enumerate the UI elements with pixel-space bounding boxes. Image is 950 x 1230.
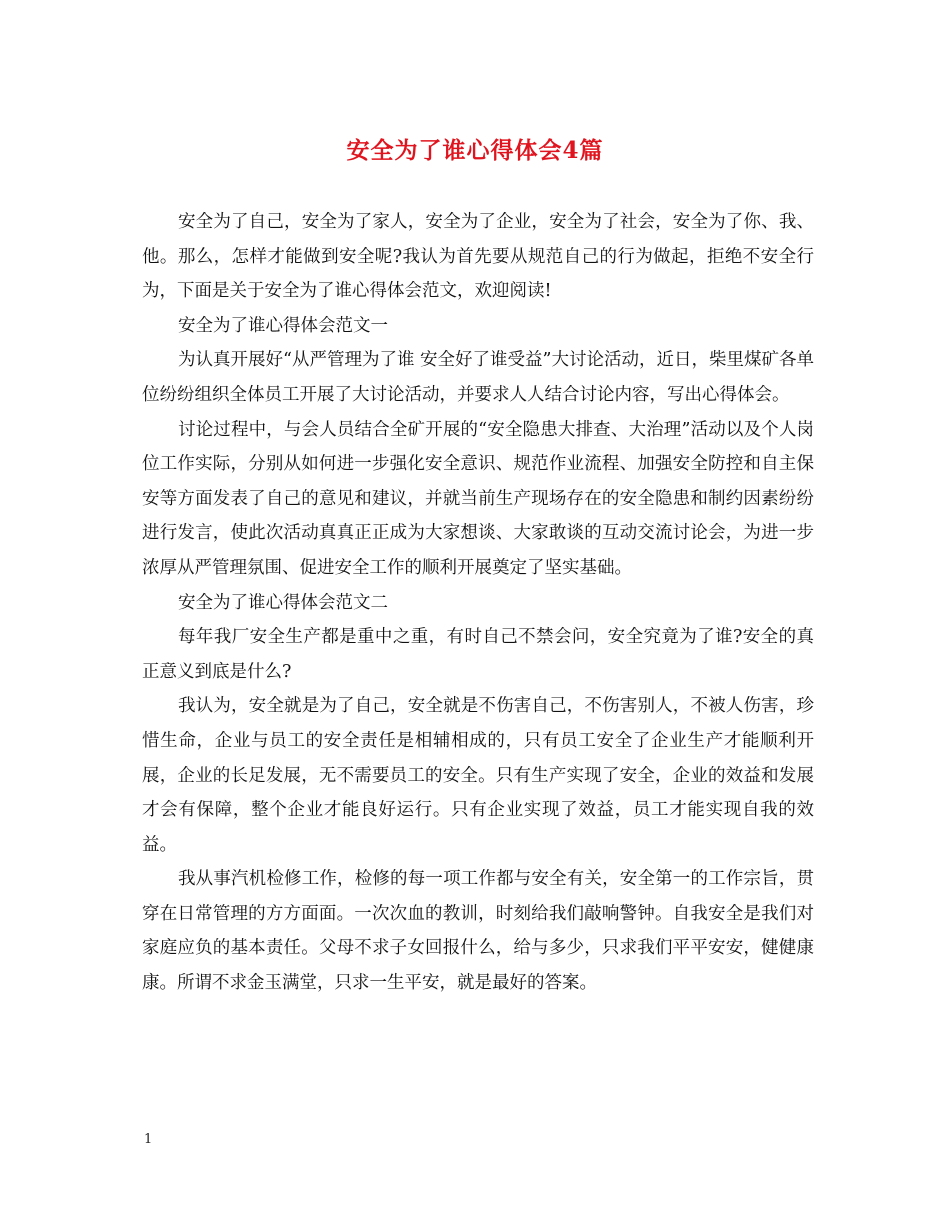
body-paragraph: 我认为，安全就是为了自己，安全就是不伤害自己，不伤害别人，不被人伤害，珍惜生命，企业与员工的安全责任是相辅相成的，只有员工安全了企业生产才能顺利开展，企业的长足发展，无不需要员工的安全。只有生产实现了安全，企业的效益和发展才会有保障，整个企业才能良好运行。只有企业实现了效益，员工才能实现自我的效益。 bbox=[142, 696, 814, 855]
body-paragraph: 讨论过程中，与会人员结合全矿开展的“安全隐患大排查、大治理”活动以及个人岗位工作实际，分别从如何进一步强化安全意识、规范作业流程、加强安全防控和自主保安等方面发表了自己的意见和建议，并就当前生产现场存在的安全隐患和制约因素纷纷进行发言，使此次活动真真正正成为大家想谈、大家敢谈的互动交流讨论会，为进一步浓厚从严管理氛围、促进安全工作的顺利开展奠定了坚实基础。 bbox=[142, 419, 814, 578]
section-heading-1: 安全为了谁心得体会范文一 bbox=[178, 315, 388, 336]
body-paragraph: 为认真开展好“从严管理为了谁 安全好了谁受益”大讨论活动，近日，柴里煤矿各单位纷纷组织全体员工开展了大讨论活动，并要求人人结合讨论内容，写出心得体会。 bbox=[142, 350, 814, 405]
document-title: 安全为了谁心得体会4篇 bbox=[346, 137, 604, 164]
section-heading-2: 安全为了谁心得体会范文二 bbox=[178, 592, 388, 613]
intro-paragraph: 安全为了自己，安全为了家人，安全为了企业，安全为了社会，安全为了你、我、他。那么，怎样才能做到安全呢?我认为首先要从规范自己的行为做起，拒绝不安全行为，下面是关于安全为了谁心得体会范文，欢迎阅读! bbox=[142, 212, 814, 302]
page-number: 1 bbox=[144, 1132, 153, 1147]
body-paragraph: 我从事汽机检修工作，检修的每一项工作都与安全有关，安全第一的工作宗旨，贯穿在日常管理的方方面面。一次次血的教训，时刻给我们敲响警钟。自我安全是我们对家庭应负的基本责任。父母不求子女回报什么，给与多少，只求我们平平安安，健健康康。所谓不求金玉满堂，只求一生平安，就是最好的答案。 bbox=[142, 869, 814, 994]
document-body bbox=[142, 205, 814, 1001]
body-paragraph: 每年我厂安全生产都是重中之重，有时自己不禁会问，安全究竟为了谁?安全的真正意义到底是什么? bbox=[142, 627, 814, 682]
